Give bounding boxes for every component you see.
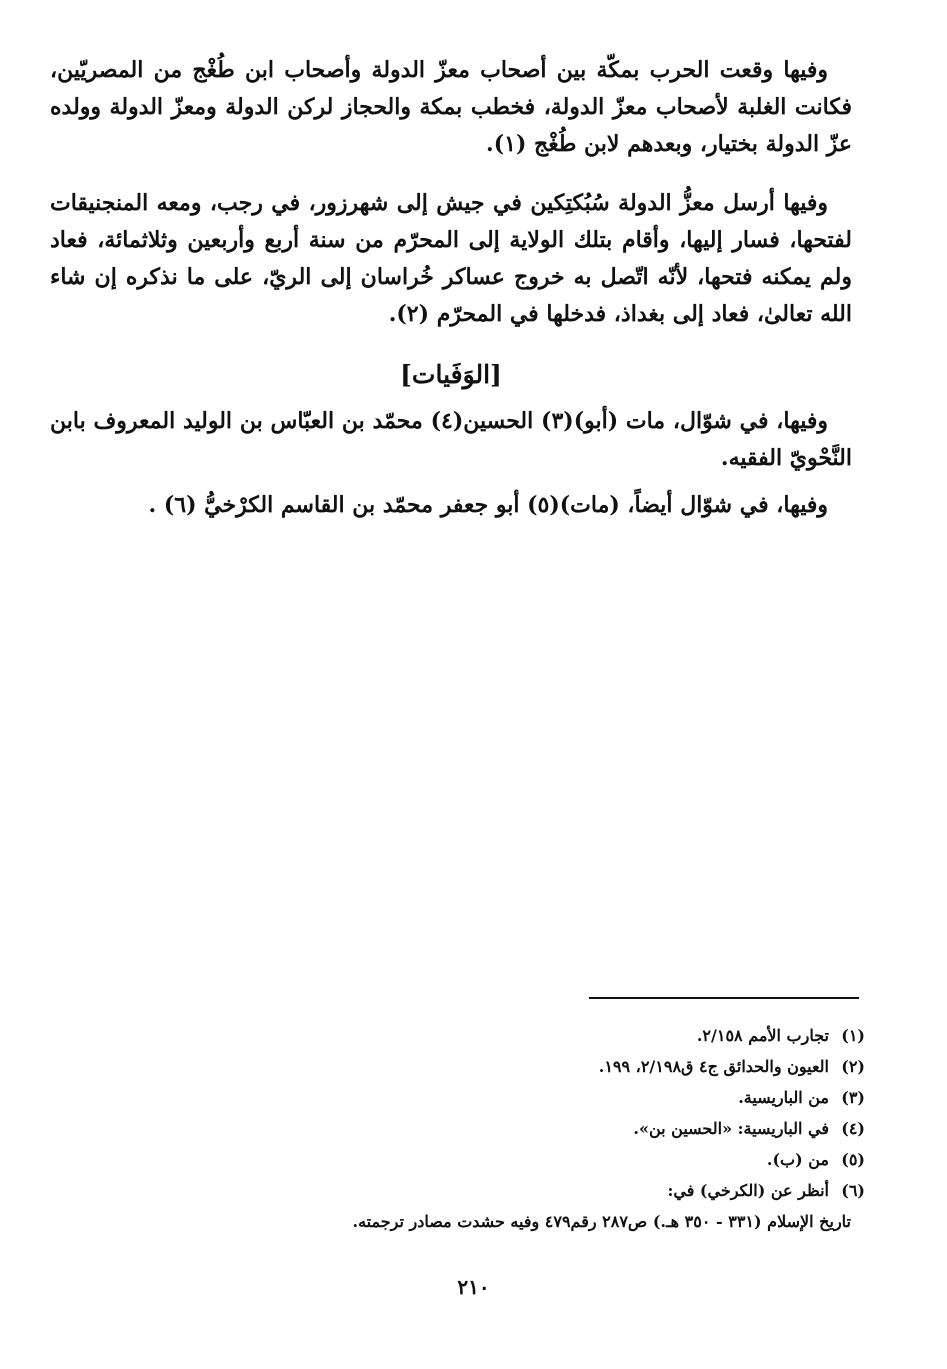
- main-text: [50, 52, 852, 534]
- footnote-text: من الباريسية.: [738, 1088, 829, 1107]
- page-number: ٢١٠: [457, 1275, 490, 1299]
- footnote-number: (٣): [841, 1088, 865, 1107]
- footnote-text: العيون والحدائق ج٤ ق٢/١٩٨، ١٩٩.: [598, 1057, 829, 1076]
- footnote-item: [60, 1020, 865, 1051]
- footnote-item: [60, 1113, 865, 1144]
- footnote-item: [60, 1082, 865, 1113]
- footnote-text: من (ب).: [766, 1150, 829, 1169]
- footnote-number: (٤): [841, 1119, 865, 1138]
- footnote-number: (١): [841, 1026, 865, 1045]
- footnote-number: (٢): [841, 1057, 865, 1076]
- paragraph-shahrazur-campaign: وفيها أرسل معزُّ الدولة سُبُكتِكين في جيش إلى شهرزور، في رجب، ومعه المنجنيقات لفتحها، فسار إليها، وأقام بتلك الولاية إلى المحرّم من سنة أربع وأربعين وثلاثمائة، فعاد ولم يمكنه فتحها، لأنّه اتّصل به خروج عساكر خُراسان إلى الريّ، على ما نذكره إن شاء الله تعالىٰ، فعاد إلى بغداذ، فدخلها في المحرّم (٢).: [50, 190, 852, 327]
- footnote-text: تجارب الأمم ٢/١٥٨.: [696, 1026, 829, 1045]
- paragraph-war-in-mecca: وفيها وقعت الحرب بمكّة بين أصحاب معزّ الدولة وأصحاب ابن طُغْج من المصريّين، فكانت الغلبة لأصحاب معزّ الدولة، فخطب بمكة والحجاز لركن الدولة ومعزّ الدولة وولده عزّ الدولة بختيار، وبعدهم لابن طُغْج (١).: [50, 57, 852, 157]
- footnote-continuation: تاريخ الإسلام (٣٣١ - ٣٥٠ هـ.) ص٢٨٧ رقم٤٧٩ وفيه حشدت مصادر ترجمته.: [352, 1212, 851, 1231]
- footnote-text: أنظر عن (الكرخي) في:: [667, 1181, 829, 1200]
- footnote-number: (٦): [841, 1181, 865, 1200]
- footnote-item: [60, 1175, 865, 1206]
- footnote-divider: [589, 997, 859, 999]
- footnotes: [60, 1020, 865, 1237]
- footnote-number: (٥): [841, 1150, 865, 1169]
- footnote-item: [60, 1051, 865, 1082]
- footnote-item: [60, 1144, 865, 1175]
- section-heading: [الوَفَيات]: [400, 360, 502, 389]
- obituary-entry: وفيها، في شوّال، مات (أبو)(٣) الحسين(٤) محمّد بن العبّاس بن الوليد المعروف بابن النَّحْويّ الفقيه.: [50, 408, 852, 471]
- footnote-text: في الباريسية: «الحسين بن».: [633, 1119, 829, 1138]
- obituary-entry: وفيها، في شوّال أيضاً، (مات)(٥) أبو جعفر محمّد بن القاسم الكرْخيُّ (٦) .: [148, 492, 828, 518]
